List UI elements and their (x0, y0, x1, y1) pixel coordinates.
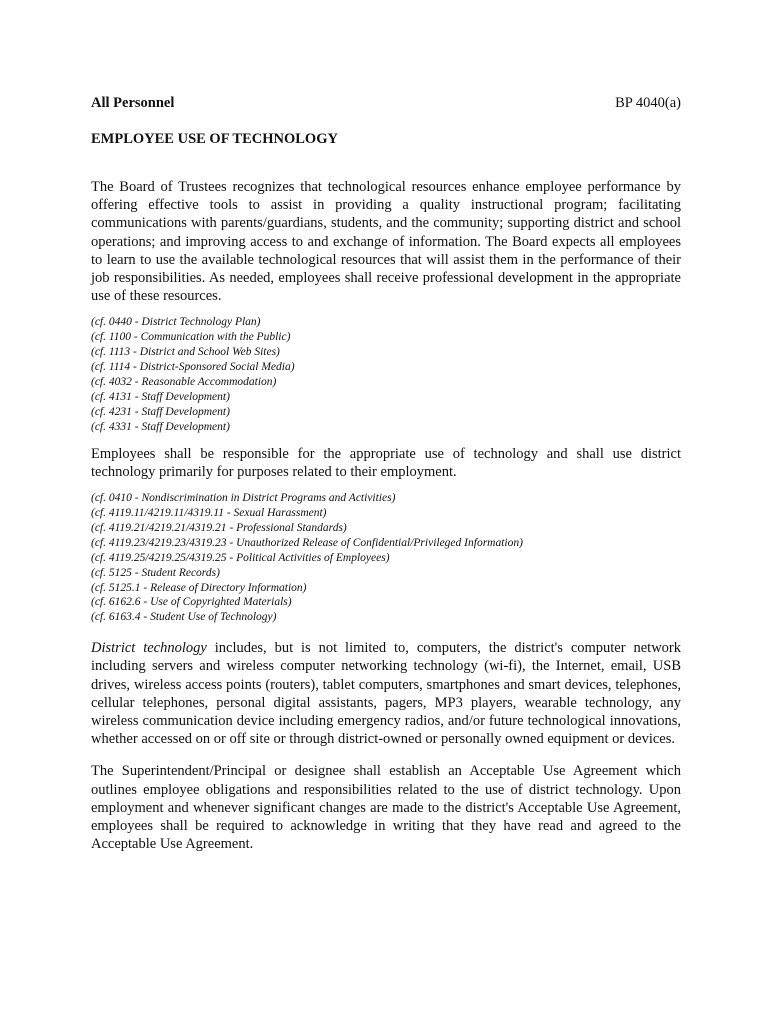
paragraph-board-recognition: The Board of Trustees recognizes that technological resources enhance employee performance by offering effective tools to assist in providing a quality instructional program; facilitating communications with parents/guardians, students, and the community; supporting district and school operations; and improving access to and exchange of information. The Board expects all employees to learn to use the available technological resources that will assist them in the performance of their job responsibilities. As needed, employees shall receive professional development in the appropriate use of these resources. (91, 179, 681, 305)
cross-reference-item: (cf. 4119.11/4219.11/4319.11 - Sexual Harassment) (91, 506, 327, 519)
document-title: EMPLOYEE USE OF TECHNOLOGY (91, 131, 338, 147)
cross-reference-item: (cf. 4331 - Staff Development) (91, 420, 230, 433)
cross-reference-item: (cf. 4119.23/4219.23/4319.23 - Unauthorized Release of Confidential/Privileged Information) (91, 536, 523, 549)
cross-reference-list-1 (91, 315, 681, 434)
document-page (91, 94, 681, 853)
header-audience: All Personnel (91, 95, 175, 111)
cross-reference-item: (cf. 4119.25/4219.25/4319.25 - Political Activities of Employees) (91, 551, 390, 564)
cross-reference-item: (cf. 4119.21/4219.21/4319.21 - Professional Standards) (91, 521, 347, 534)
cross-reference-list-2 (91, 491, 681, 625)
cross-reference-item: (cf. 1113 - District and School Web Sites) (91, 346, 280, 359)
cross-reference-item: (cf. 0440 - District Technology Plan) (91, 316, 261, 329)
cross-reference-item: (cf. 6163.4 - Student Use of Technology) (91, 611, 277, 624)
cross-reference-item: (cf. 0410 - Nondiscrimination in District Programs and Activities) (91, 492, 396, 505)
paragraph-acceptable-use-agreement: The Superintendent/Principal or designee shall establish an Acceptable Use Agreement which outlines employee obligations and responsibilities related to the use of district technology. Upon employment and whenever significant changes are made to the district's Acceptable Use Agreement, employees shall be required to acknowledge in writing that they have read and agreed to the Acceptable Use Agreement. (91, 763, 681, 853)
paragraph-district-technology-definition (91, 639, 681, 748)
page-header (91, 94, 681, 112)
cross-reference-item: (cf. 4032 - Reasonable Accommodation) (91, 376, 277, 389)
definition-text: includes, but is not limited to, computers, the district's computer network including servers and wireless computer networking technology (wi-fi), the Internet, email, USB drives, wireless access points (routers), tablet computers, smartphones and smart devices, telephones, cellular telephones, personal digital assistants, pagers, MP3 players, wearable technology, any wireless communication device including emergency radios, and/or future technological innovations, whether accessed on or off site or through district-owned or personally owned equipment or devices. (91, 640, 681, 748)
defined-term: District technology (91, 640, 207, 657)
cross-reference-item: (cf. 6162.6 - Use of Copyrighted Materials) (91, 596, 292, 609)
cross-reference-item: (cf. 1100 - Communication with the Public) (91, 331, 291, 344)
cross-reference-item: (cf. 1114 - District-Sponsored Social Media) (91, 361, 295, 374)
cross-reference-item: (cf. 5125.1 - Release of Directory Information) (91, 581, 307, 594)
cross-reference-item: (cf. 5125 - Student Records) (91, 566, 220, 579)
cross-reference-item: (cf. 4231 - Staff Development) (91, 405, 230, 418)
cross-reference-item: (cf. 4131 - Staff Development) (91, 390, 230, 403)
header-policy-code: BP 4040(a) (615, 95, 681, 111)
paragraph-employee-responsibility: Employees shall be responsible for the appropriate use of technology and shall use district technology primarily for purposes related to their employment. (91, 445, 681, 480)
